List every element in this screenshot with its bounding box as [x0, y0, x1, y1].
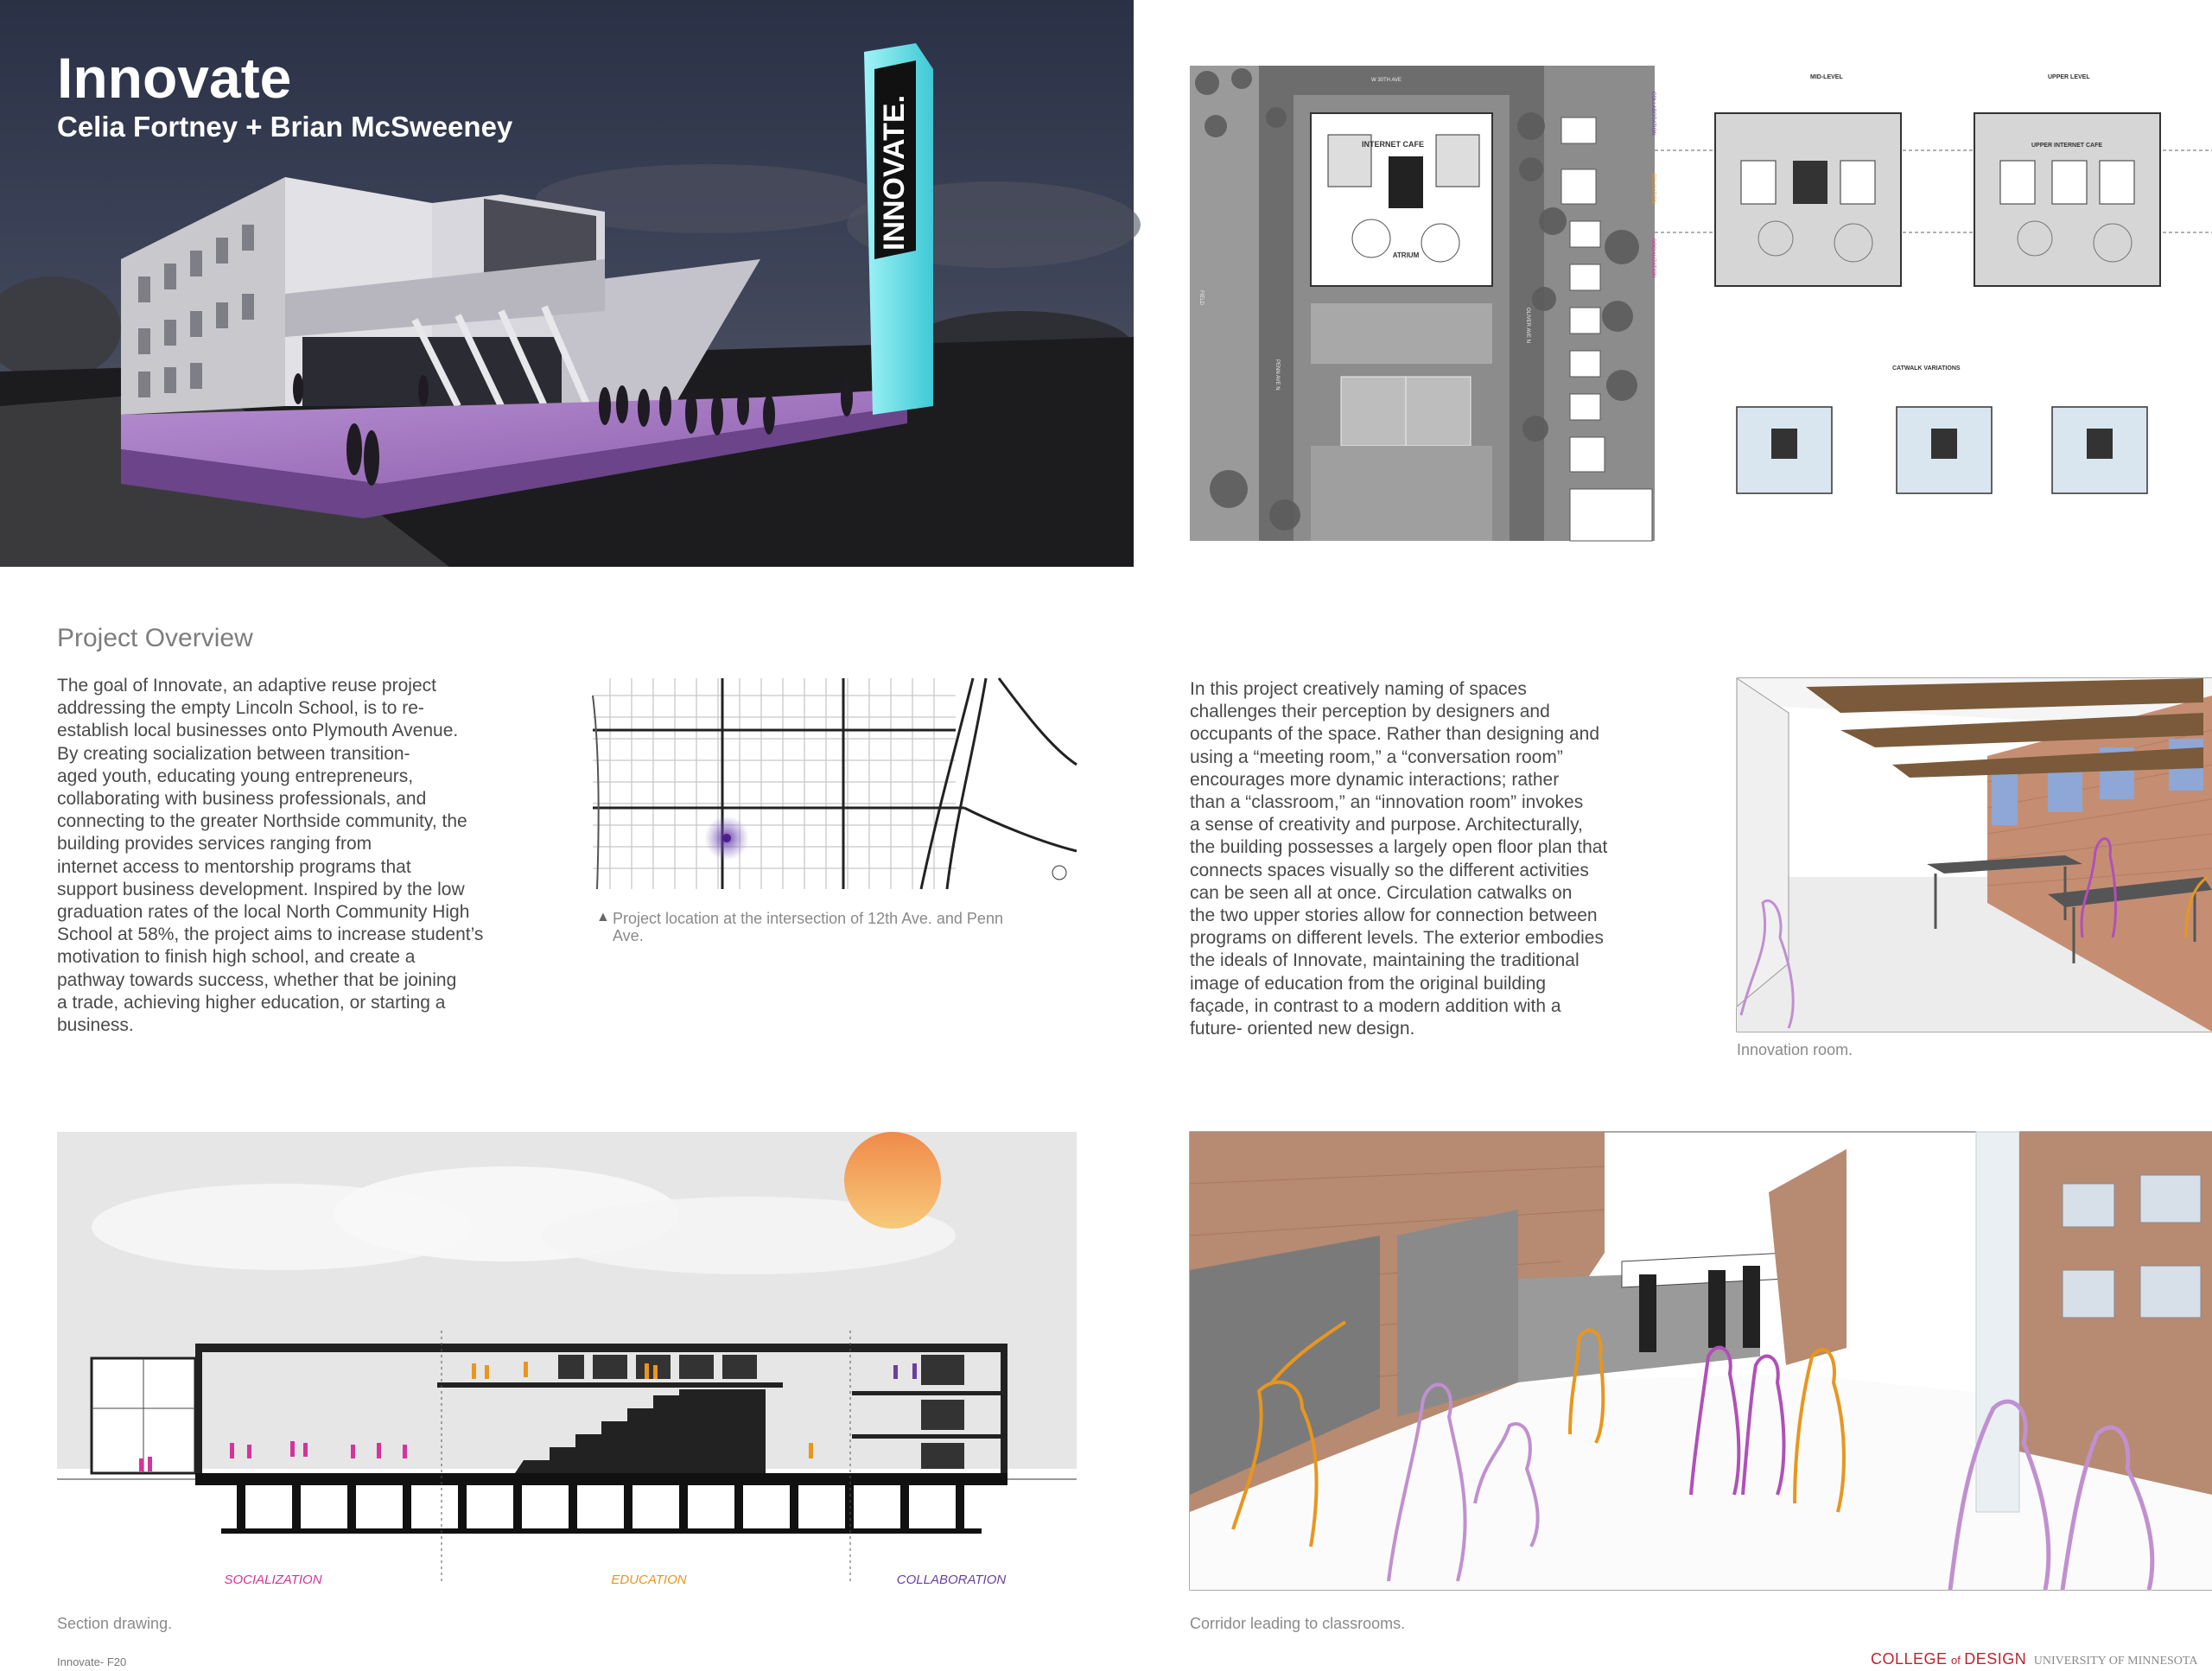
hero-title: Innovate	[57, 46, 292, 110]
section-drawing	[57, 1132, 1077, 1598]
location-map	[593, 678, 1077, 889]
site-plan	[1190, 66, 1655, 541]
overview-heading: Project Overview	[57, 624, 253, 652]
innovation-room-caption: Innovation room.	[1737, 1041, 1853, 1058]
catwalk-label: CATWALK VARIATIONS	[1892, 365, 1961, 372]
section-caption: Section drawing.	[57, 1615, 173, 1632]
section-label-socialization: SOCIALIZATION	[224, 1573, 322, 1587]
section-label-collaboration: COLLABORATION	[896, 1573, 1007, 1587]
corridor-drawing	[1190, 1132, 2212, 1590]
map-north-arrow-icon: ▲	[596, 910, 610, 924]
corridor-image	[1190, 1132, 2212, 1590]
innovation-room-image	[1737, 678, 2212, 1032]
site-internet-cafe: INTERNET CAFE	[1362, 140, 1424, 149]
footer-college: COLLEGE	[1871, 1650, 1948, 1668]
upper-cafe-label: UPPER INTERNET CAFE	[2031, 143, 2103, 149]
footer-university: UNIVERSITY OF MINNESOTA	[2033, 1655, 2198, 1668]
floor-plans-drawing	[1655, 66, 2212, 532]
footer-of: of	[1951, 1654, 1961, 1667]
site-label-education: EDUCATION	[1650, 174, 1656, 204]
hero-authors: Celia Fortney + Brian McSweeney	[57, 111, 513, 143]
section-label-education: EDUCATION	[611, 1573, 687, 1587]
hero-render	[0, 0, 1134, 567]
sign-text: INNOVATE.	[878, 94, 911, 251]
floor-plans	[1655, 66, 2212, 532]
site-street-top: W 30TH AVE	[1371, 78, 1402, 83]
site-atrium: ATRIUM	[1392, 251, 1420, 259]
site-street-right: OLIVER AVE N	[1525, 308, 1530, 343]
footer-left: Innovate- F20	[57, 1655, 127, 1668]
overview-paragraph-2: In this project creatively naming of spaces challenges their perception by designers and occupants of the space. Rather than designing and using a “meeting room,” a “conversation room” encourages more dynamic interactions; rather than a “classroom,” an “innovation room” invokes a sense of creativity and purpose. Architecturally, the building possesses a largely open floor plan that connects spaces visually so the different activities can be seen all at once. Circulation catwalks on the two upper stories allow for connection between programs on different levels. The exterior embodies the ideals of Innovate, maintaining the traditional image of education from the original building façade, in contrast to a modern addition with a future- oriented new design.	[1190, 679, 1608, 1039]
footer-college-logo	[1871, 1650, 2197, 1668]
innovation-room-drawing	[1737, 678, 2212, 1032]
upper-level-label: UPPER LEVEL	[2048, 74, 2090, 80]
map-caption: Project location at the intersection of 12th Ave. and Penn Ave.	[613, 910, 1003, 944]
location-map-drawing	[593, 678, 1077, 889]
footer-design: DESIGN	[1964, 1650, 2027, 1668]
corridor-caption: Corridor leading to classrooms.	[1190, 1615, 1406, 1632]
mid-level-label: MID-LEVEL	[1810, 74, 1843, 80]
site-plan-drawing	[1190, 66, 1655, 541]
overview-paragraph-1: The goal of Innovate, an adaptive reuse project addressing the empty Lincoln School, is to re- establish local businesses onto Plymouth Avenue. By creating socialization between transition- aged youth, educating young entrepreneurs, collaborating with business professionals, and connecting to the greater Northside community, the building provides services ranging from internet access to mentorship programs that support business development. Inspired by the low graduation rates of the local North Community High School at 58%, the project aims to increase student’s motivation to finish high school, and create a pathway towards success, whether that be joining a trade, achieving higher education, or starting a business.	[57, 676, 484, 1036]
site-street-left: PENN AVE N	[1274, 359, 1280, 391]
site-field: FIELD	[1198, 290, 1204, 306]
section-drawing-image	[57, 1132, 1077, 1598]
site-label-collaboration: COLLABORATION	[1650, 92, 1656, 136]
site-label-socialization: SOCIALIZATION	[1650, 238, 1656, 278]
